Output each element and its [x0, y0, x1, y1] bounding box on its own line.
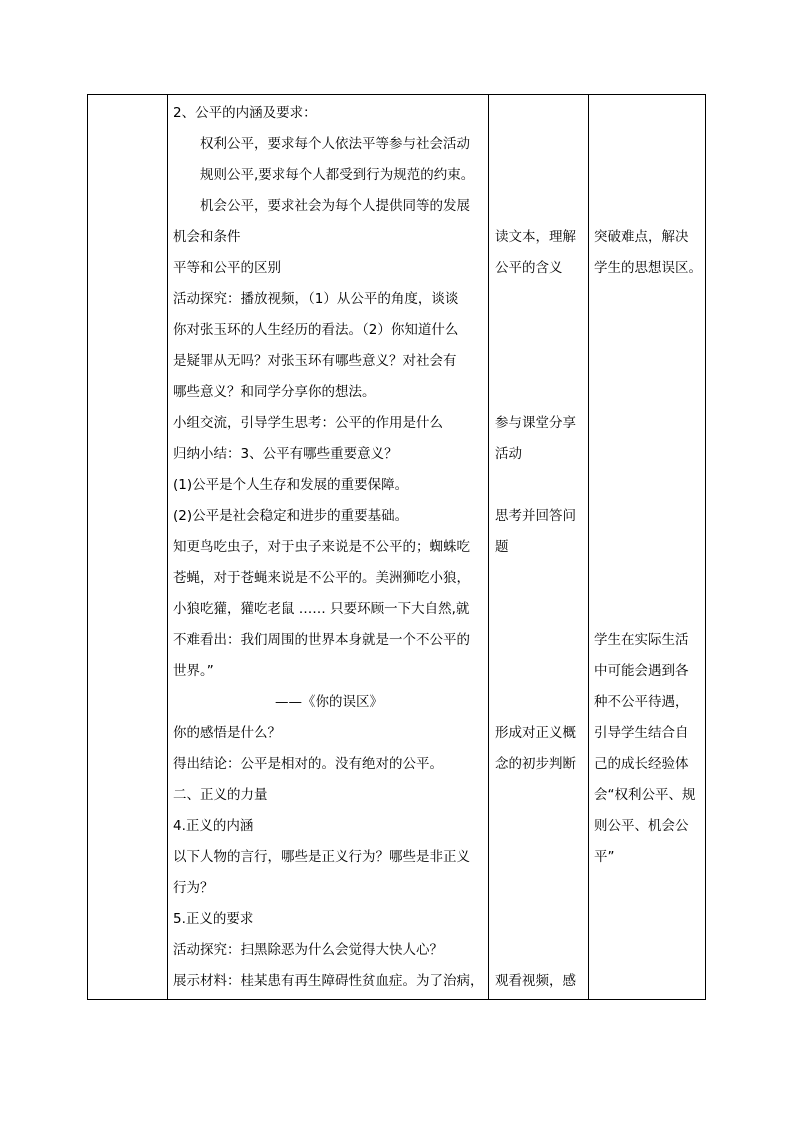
intent-line	[594, 315, 706, 346]
content-line: 是疑罪从无吗？对张玉环有哪些意义？对社会有	[173, 353, 457, 369]
intent-line	[594, 594, 706, 625]
activity-line	[495, 129, 587, 160]
activity-line	[495, 780, 587, 811]
activity-line	[495, 656, 587, 687]
content-line: 小组交流，引导学生思考：公平的作用是什么	[173, 415, 443, 431]
intent-line	[594, 129, 706, 160]
intent-line	[594, 470, 706, 501]
content-line: 你对张玉环的人生经历的看法。（2）你知道什么	[173, 322, 459, 338]
content-line: 归纳小结：3、公平有哪些重要意义？	[173, 446, 398, 462]
teaching-content-cell	[173, 98, 485, 997]
activity-line: 形成对正义概	[495, 725, 576, 741]
intent-line: 突破难点，解决	[594, 229, 689, 245]
activity-line: 读文本，理解	[495, 229, 576, 245]
intent-line: 己的成长经验体	[594, 756, 689, 772]
activity-line: 念的初步判断	[495, 756, 576, 772]
column-divider	[167, 95, 168, 999]
intent-line: 引导学生结合自	[594, 725, 689, 741]
content-line: 平等和公平的区别	[173, 260, 281, 276]
content-line: 以下人物的言行，哪些是正义行为？哪些是非正义	[173, 849, 470, 865]
content-line: 哪些意义？和同学分享你的想法。	[173, 384, 376, 400]
activity-line	[495, 594, 587, 625]
activity-line	[495, 191, 587, 222]
lesson-plan-table	[87, 94, 706, 1000]
quote-attribution: ——《你的误区》	[275, 694, 383, 710]
content-line: 机会公平，要求社会为每个人提供同等的发展	[173, 198, 470, 214]
activity-line	[495, 687, 587, 718]
content-line: 知更鸟吃虫子，对于虫子来说是不公平的；蜘蛛吃	[173, 539, 470, 555]
content-line: 4.正义的内涵	[173, 818, 254, 834]
column-divider	[488, 95, 489, 999]
activity-line	[495, 563, 587, 594]
content-line: 世界。”	[173, 663, 214, 679]
activity-line	[495, 904, 587, 935]
content-line: (2)公平是社会稳定和进步的重要基础。	[173, 508, 409, 524]
activity-line: 思考并回答问	[495, 508, 576, 524]
activity-line: 观看视频，感	[495, 973, 576, 989]
content-line: 2、公平的内涵及要求：	[173, 105, 317, 121]
activity-line	[495, 625, 587, 656]
intent-line: 则公平、机会公	[594, 818, 689, 834]
intent-line	[594, 532, 706, 563]
design-intent-cell	[594, 98, 706, 873]
content-line: 机会和条件	[173, 229, 241, 245]
intent-line: 会“权利公平、规	[594, 787, 696, 803]
intent-line: 学生在实际生活	[594, 632, 689, 648]
intent-line	[594, 439, 706, 470]
intent-line	[594, 191, 706, 222]
intent-line: 种不公平待遇，	[594, 694, 689, 710]
intent-line: 中可能会遇到各	[594, 663, 689, 679]
content-line: (1)公平是个人生存和发展的重要保障。	[173, 477, 409, 493]
activity-line	[495, 346, 587, 377]
intent-line	[594, 160, 706, 191]
content-line: 得出结论：公平是相对的。没有绝对的公平。	[173, 756, 443, 772]
content-line: 苍蝇，对于苍蝇来说是不公平的。美洲狮吃小狼，	[173, 570, 470, 586]
column-divider	[588, 95, 589, 999]
intent-line	[594, 377, 706, 408]
intent-line	[594, 501, 706, 532]
activity-line	[495, 315, 587, 346]
intent-line	[594, 98, 706, 129]
content-line: 不难看出：我们周围的世界本身就是一个不公平的	[173, 632, 470, 648]
intent-line	[594, 563, 706, 594]
activity-line: 公平的含义	[495, 260, 563, 276]
activity-line	[495, 98, 587, 129]
intent-line	[594, 284, 706, 315]
activity-line	[495, 470, 587, 501]
activity-line	[495, 160, 587, 191]
activity-line	[495, 284, 587, 315]
student-activity-cell	[495, 98, 587, 997]
activity-line	[495, 873, 587, 904]
intent-line: 平”	[594, 849, 615, 865]
content-line: 5.正义的要求	[173, 911, 254, 927]
activity-line: 题	[495, 539, 509, 555]
activity-line: 活动	[495, 446, 522, 462]
activity-line	[495, 842, 587, 873]
content-line: 活动探究：播放视频，（1）从公平的角度，谈谈	[173, 291, 459, 307]
intent-line: 学生的思想误区。	[594, 260, 702, 276]
activity-line	[495, 811, 587, 842]
content-line: 展示材料：桂某患有再生障碍性贫血症。为了治病，	[173, 973, 484, 989]
intent-line	[594, 346, 706, 377]
activity-line	[495, 377, 587, 408]
activity-line: 参与课堂分享	[495, 415, 576, 431]
section-heading: 二、正义的力量	[173, 787, 268, 803]
content-line: 小狼吃獾，獾吃老鼠 …… 只要环顾一下大自然,就	[173, 601, 470, 617]
content-line: 活动探究：扫黑除恶为什么会觉得大快人心？	[173, 942, 443, 958]
content-line: 行为？	[173, 880, 214, 896]
content-line: 你的感悟是什么？	[173, 725, 281, 741]
content-line: 权利公平，要求每个人依法平等参与社会活动	[173, 136, 470, 152]
intent-line	[594, 408, 706, 439]
content-line: 规则公平,要求每个人都受到行为规范的约束。	[173, 167, 475, 183]
activity-line	[495, 935, 587, 966]
